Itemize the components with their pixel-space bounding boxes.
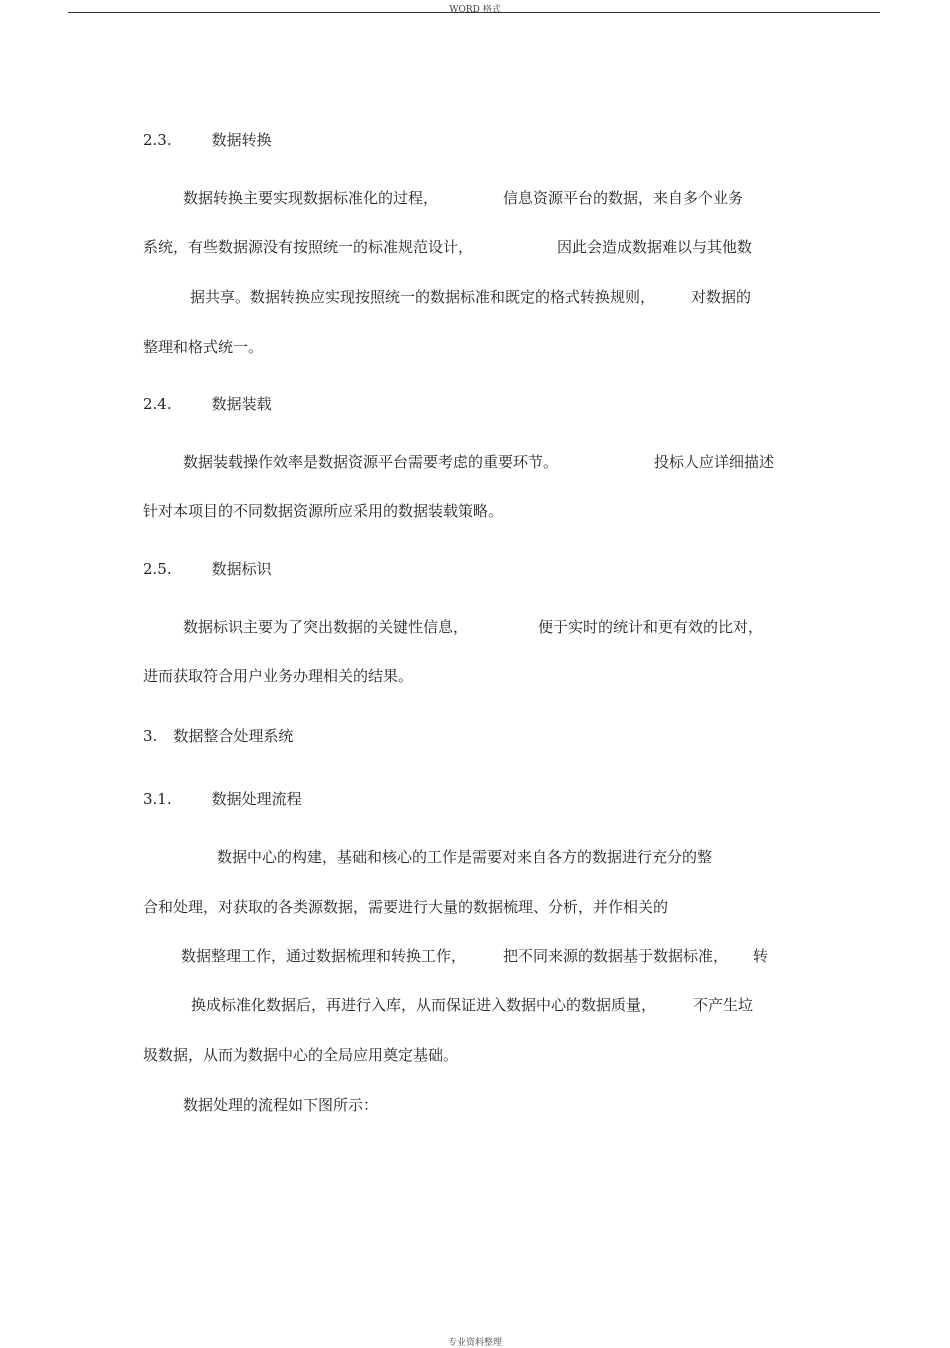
- section-number: 3.: [143, 727, 158, 745]
- text-run: 把不同来源的数据基于数据标准，: [503, 947, 729, 965]
- text-run: 因此会造成数据难以与其他数: [557, 238, 753, 256]
- section-title: 数据标识: [211, 560, 272, 578]
- text-run: 信息资源平台的数据，来自多个业务: [503, 189, 744, 207]
- text-run: 数据处理的流程如下图所示：: [183, 1096, 379, 1114]
- paragraph-line: [503, 946, 728, 966]
- paragraph-line: [143, 666, 413, 686]
- paragraph-line: [691, 287, 751, 307]
- text-run: 数据转换主要实现数据标准化的过程，: [183, 189, 439, 207]
- paragraph-line: [183, 1095, 378, 1115]
- text-run: 数据标识主要为了突出数据的关键性信息，: [183, 618, 469, 636]
- section-heading-3-1: [143, 789, 302, 809]
- paragraph-line: [181, 946, 466, 966]
- text-run: 转: [753, 947, 769, 965]
- section-title: 数据处理流程: [211, 790, 302, 808]
- text-run: 数据整理工作，通过数据梳理和转换工作，: [181, 947, 467, 965]
- paragraph-line: [183, 617, 468, 637]
- text-run: 系统，有些数据源没有按照统一的标准规范设计，: [143, 238, 474, 256]
- paragraph-line: [503, 188, 743, 208]
- paragraph-line: [183, 188, 438, 208]
- section-heading-3: [143, 726, 293, 746]
- section-heading-2-5: [143, 559, 272, 579]
- paragraph-line: [557, 237, 752, 257]
- section-title: 数据装载: [211, 395, 272, 413]
- section-title: 数据转换: [211, 131, 272, 149]
- text-run: 整理和格式统一。: [143, 338, 264, 356]
- text-run: 针对本项目的不同数据资源所应采用的数据装载策略。: [143, 502, 504, 520]
- header-rule: [68, 12, 880, 13]
- paragraph-line: [143, 237, 473, 257]
- text-run: 圾数据，从而为数据中心的全局应用奠定基础。: [143, 1046, 459, 1064]
- section-number: 2.4.: [143, 395, 172, 413]
- paragraph-line: [191, 995, 656, 1015]
- section-heading-2-3: [143, 130, 272, 150]
- paragraph-line: [538, 617, 763, 637]
- paragraph-line: [143, 1045, 458, 1065]
- paragraph-line: [143, 337, 263, 357]
- paragraph-line: [143, 897, 668, 917]
- text-run: 据共享。数据转换应实现按照统一的数据标准和既定的格式转换规则，: [190, 288, 656, 306]
- paragraph-line: [217, 847, 712, 867]
- paragraph-line: [190, 287, 655, 307]
- text-run: 进而获取符合用户业务办理相关的结果。: [143, 667, 414, 685]
- section-number: 2.5.: [143, 560, 172, 578]
- text-run: 对数据的: [691, 288, 752, 306]
- page-footer: 专业资料整理: [447, 1338, 502, 1348]
- text-run: 便于实时的统计和更有效的比对，: [538, 618, 764, 636]
- section-title: 数据整合处理系统: [173, 727, 294, 745]
- section-number: 2.3.: [143, 131, 172, 149]
- page-header: WORD 格式: [449, 5, 501, 15]
- text-run: 不产生垃: [693, 996, 754, 1014]
- text-run: 合和处理，对获取的各类源数据，需要进行大量的数据梳理、分析，并作相关的: [143, 898, 669, 916]
- paragraph-line: [183, 452, 558, 472]
- text-run: 数据中心的构建，基础和核心的工作是需要对来自各方的数据进行充分的整: [217, 848, 713, 866]
- section-number: 3.1.: [143, 790, 172, 808]
- text-run: 数据装载操作效率是数据资源平台需要考虑的重要环节。: [183, 453, 559, 471]
- paragraph-line: [753, 946, 768, 966]
- text-run: 换成标准化数据后，再进行入库，从而保证进入数据中心的数据质量，: [191, 996, 657, 1014]
- paragraph-line: [143, 501, 503, 521]
- paragraph-line: [693, 995, 753, 1015]
- section-heading-2-4: [143, 394, 272, 414]
- text-run: 投标人应详细描述: [654, 453, 775, 471]
- paragraph-line: [654, 452, 774, 472]
